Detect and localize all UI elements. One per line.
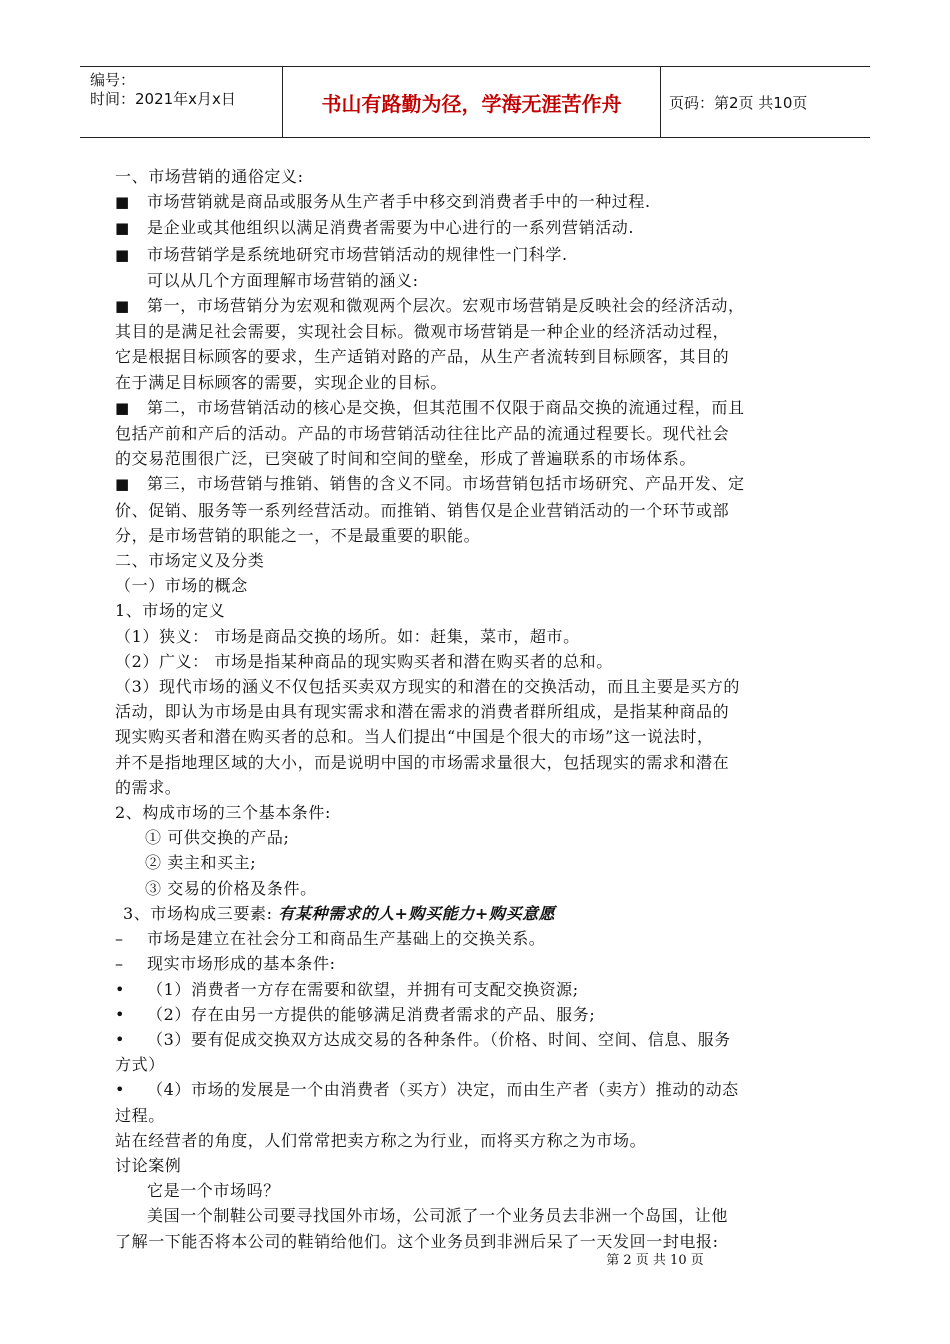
square-bullet-icon: ■ [115,475,130,494]
header-motto: 书山有路勤为径，学海无涯苦作舟 [283,67,661,137]
paragraph-line: 包括产前和产后的活动。产品的市场营销活动往往比产品的流通过程要长。现代社会 [115,424,730,444]
list-item: ■ 第一，市场营销分为宏观和微观两个层次。宏观市场营销是反映社会的经济活动， [115,293,840,319]
list-item: ■ 市场营销就是商品或服务从生产者手中移交到消费者手中的一种过程. [115,189,840,215]
paragraph-line: 其目的是满足社会需要，实现社会目标。微观市场营销是一种企业的经济活动过程， [115,322,730,342]
subsection-heading: 1、市场的定义 [115,601,226,621]
paragraph-line: 价、促销、服务等一系列经营活动。而推销、销售仅是企业营销活动的一个环节或部 [115,500,730,520]
list-item: ■ 第二，市场营销活动的核心是交换，但其范围不仅限于商品交换的流通过程，而且 [115,395,840,421]
dot-bullet-icon: • [115,1029,126,1049]
paragraph-line: 在于满足目标顾客的需要，实现企业的目标。 [115,372,448,392]
paragraph-line: 现实购买者和潜在购买者的总和。当人们提出“中国是个很大的市场”这一说法时， [115,727,714,747]
section-heading: 一、市场营销的通俗定义: [115,167,304,186]
document-number-label: 编号： [90,71,136,89]
list-item: • （2）存在由另一方提供的能够满足消费者需求的产品、服务; [115,1002,840,1027]
list-item: ■ 是企业或其他组织以满足消费者需要为中心进行的一系列营销活动. [115,215,840,241]
list-item: • （4）市场的发展是一个由消费者（买方）决定，而由生产者（卖方）推动的动态 [115,1077,840,1102]
list-item: – 市场是建立在社会分工和商品生产基础上的交换关系。 [115,926,840,951]
square-bullet-icon: ■ [115,297,130,316]
paragraph-line: （3）现代市场的涵义不仅包括买卖双方现实的和潜在的交换活动，而且主要是买方的 [115,677,740,697]
list-item: – 现实市场形成的基本条件: [115,951,840,976]
paragraph-line: 方式） [115,1055,165,1075]
paragraph-line: 分，是市场营销的职能之一，不是最重要的职能。 [115,525,481,545]
dot-bullet-icon: • [115,1080,126,1100]
dot-bullet-icon: • [115,1004,126,1024]
paragraph-line: 的需求。 [115,777,182,797]
dash-bullet-icon: – [115,929,124,949]
three-elements-emphasis: 有某种需求的人+购买能力+购买意愿 [278,903,556,923]
list-item: ② 卖主和买主; [145,853,257,873]
paragraph-line: 了解一下能否将本公司的鞋销给他们。这个业务员到非洲后呆了一天发回一封电报: [115,1231,719,1251]
paragraph-line: 它是根据目标顾客的要求，生产适销对路的产品，从生产者流转到目标顾客，其目的 [115,347,730,367]
square-bullet-icon: ■ [115,398,130,417]
document-body [115,164,840,1254]
paragraph-line: 站在经营者的角度，人们常常把卖方称之为行业，而将买方称之为市场。 [115,1130,647,1150]
list-item: ■ 市场营销学是系统地研究市场营销活动的规律性一门科学. [115,242,840,268]
square-bullet-icon: ■ [115,245,130,264]
dash-bullet-icon: – [115,954,124,974]
case-title: 它是一个市场吗？ [147,1181,280,1201]
list-item: • （3）要有促成交换双方达成交易的各种条件。（价格、时间、空间、信息、服务 [115,1027,840,1052]
paragraph-line: 的交易范围很广泛，已突破了时间和空间的壁垒，形成了普遍联系的市场体系。 [115,449,697,469]
square-bullet-icon: ■ [115,193,130,212]
subsection-heading: 3、市场构成三要素: 有某种需求的人+购买能力+购买意愿 [123,903,556,923]
paragraph-line: 过程。 [115,1105,165,1125]
list-item: • （1）消费者一方存在需要和欲望，并拥有可支配交换资源; [115,977,840,1002]
paragraph-line: （1）狭义： 市场是商品交换的场所。如：赶集，菜市，超市。 [115,626,580,646]
paragraph-line: 可以从几个方面理解市场营销的涵义: [147,270,419,290]
list-item: ■ 第三，市场营销与推销、销售的含义不同。市场营销包括市场研究、产品开发、定 [115,471,840,497]
document-date-label: 时间：2021年x月x日 [90,90,236,108]
paragraph-line: 美国一个制鞋公司要寻找国外市场，公司派了一个业务员去非洲一个岛国，让他 [147,1206,729,1226]
section-heading: 二、市场定义及分类 [115,551,265,571]
subsection-heading: 讨论案例 [115,1155,182,1175]
subsection-heading: （一）市场的概念 [115,576,248,596]
header-table [80,66,870,138]
list-item: ① 可供交换的产品; [145,828,290,848]
paragraph-line: 并不是指地理区域的大小，而是说明中国的市场需求量很大，包括现实的需求和潜在 [115,752,730,772]
list-item: ③ 交易的价格及条件。 [145,878,317,898]
page-footer: 第 2 页 共 10 页 [606,1253,704,1268]
square-bullet-icon: ■ [115,219,130,238]
paragraph-line: 活动，即认为市场是由具有现实需求和潜在需求的消费者群所组成，是指某种商品的 [115,702,730,722]
header-page-info: 页码：第2页 共10页 [669,93,808,112]
header-left-cell [80,67,283,137]
dot-bullet-icon: • [115,979,126,999]
subsection-heading: 2、构成市场的三个基本条件: [115,803,331,823]
paragraph-line: （2）广义： 市场是指某种商品的现实购买者和潜在购买者的总和。 [115,651,613,671]
